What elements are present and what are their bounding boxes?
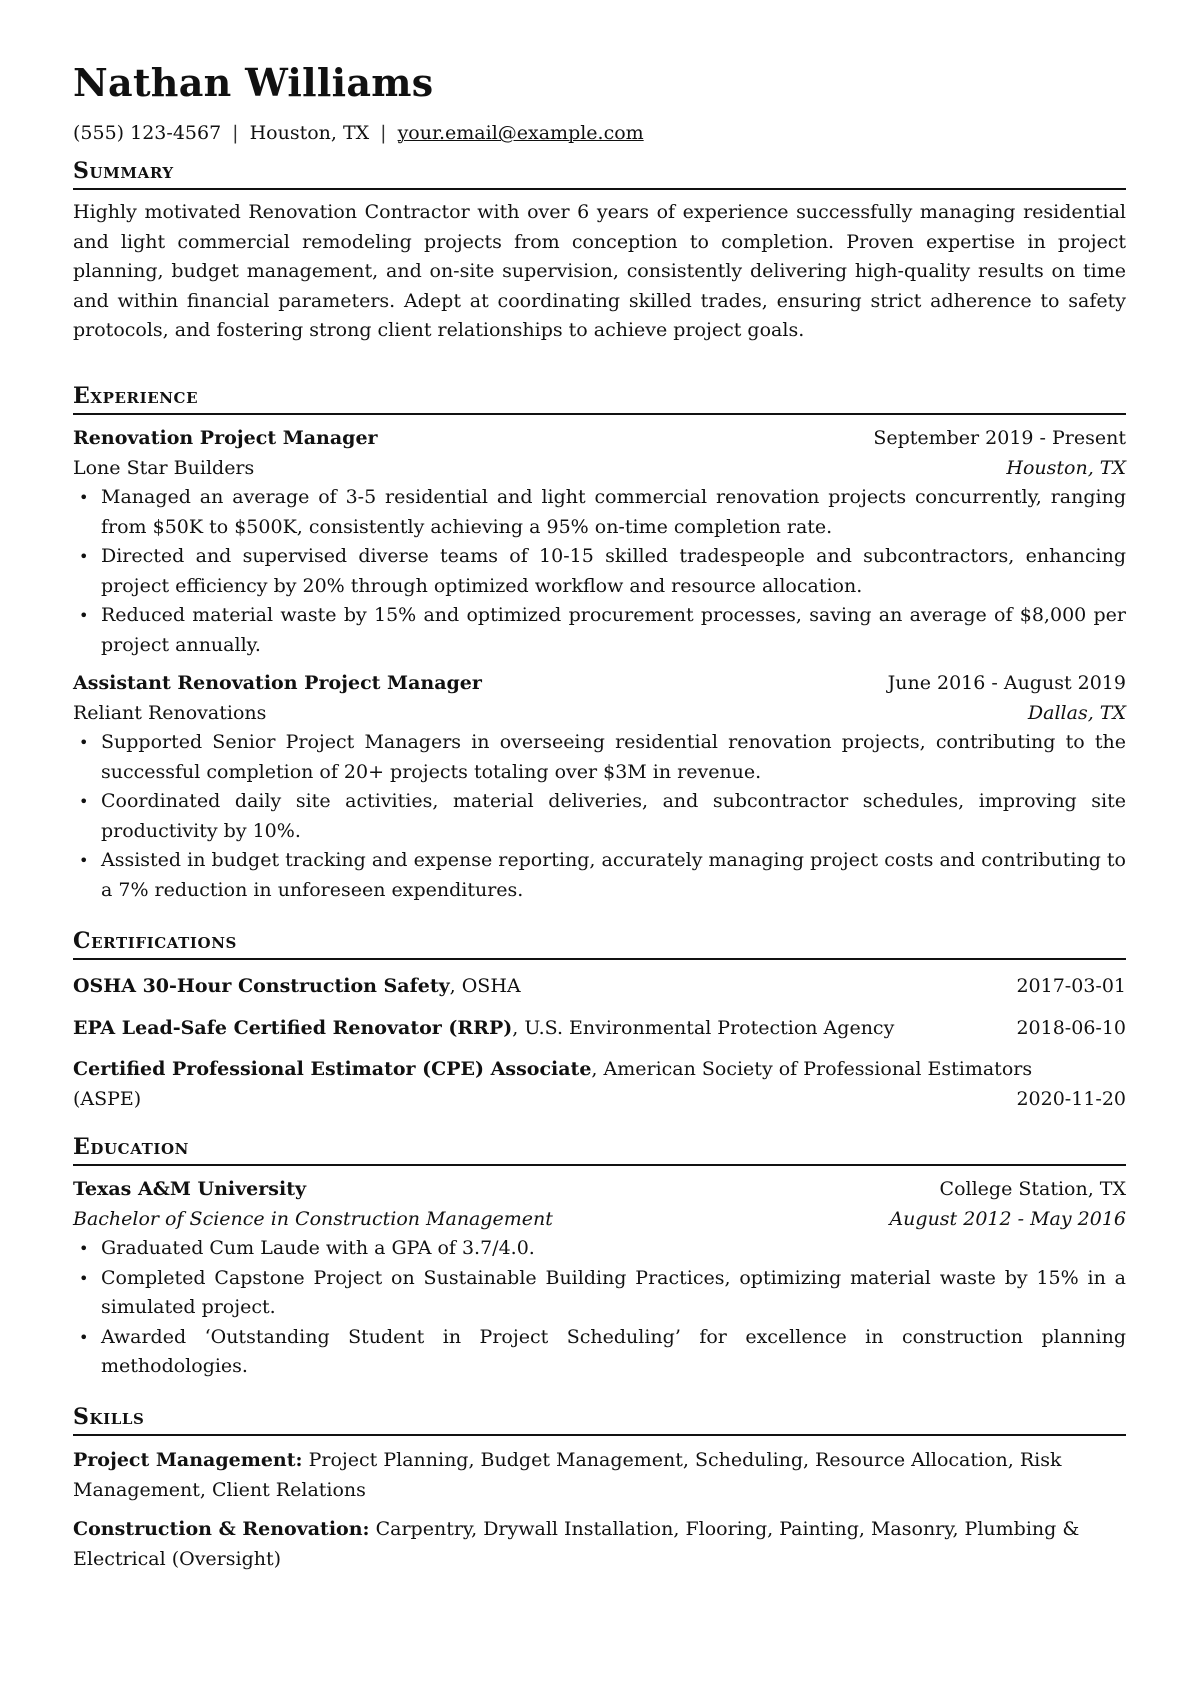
separator: | — [380, 122, 387, 144]
skill-group-items: Project Planning, Budget Management, Scheduling, Resource Allocation, Risk Management, Client Relations — [73, 1449, 1062, 1501]
contact-line — [73, 122, 644, 144]
section-title-education: Education — [73, 1134, 189, 1160]
location: Houston, TX — [249, 122, 370, 144]
bullet-item: • Directed and supervised diverse teams of 10-15 skilled tradespeople and subcontractors, enhancing project efficiency by 20% through optimized workflow and resource allocation. — [73, 542, 1126, 601]
skill-group — [73, 1446, 1126, 1505]
job-dates: September 2019 - Present — [873, 427, 1126, 449]
candidate-name: Nathan Williams — [73, 60, 434, 105]
section-title-skills: Skills — [73, 1404, 145, 1430]
skill-group-label: Project Management: — [73, 1449, 303, 1471]
job-role: Renovation Project Manager — [73, 427, 378, 449]
job-bullets — [73, 728, 1126, 905]
education-bullets — [73, 1234, 1126, 1382]
cert-issuer: , OSHA — [449, 975, 521, 997]
cert-issuer: , American Society of Professional Estimators — [591, 1058, 1033, 1080]
bullet-item: • Assisted in budget tracking and expense reporting, accurately managing project costs and contributing to a 7% reduction in unforeseen expenditures. — [73, 846, 1126, 905]
bullet-item: • Awarded ‘Outstanding Student in Project Scheduling’ for excellence in construction planning methodologies. — [73, 1323, 1126, 1382]
phone-number: (555) 123-4567 — [73, 122, 222, 144]
cert-issuer-continued: (ASPE) — [73, 1087, 142, 1110]
bullet-item: • Graduated Cum Laude with a GPA of 3.7/4.0. — [73, 1234, 1126, 1264]
cert-date: 2020-11-20 — [1016, 1087, 1126, 1110]
section-divider — [73, 413, 1126, 415]
section-divider — [73, 958, 1126, 960]
separator: | — [232, 122, 239, 144]
degree: Bachelor of Science in Construction Management — [73, 1207, 553, 1230]
email-link[interactable]: your.email@example.com — [397, 122, 644, 144]
cert-name: EPA Lead-Safe Certified Renovator (RRP) — [73, 1016, 513, 1039]
cert-date: 2018-06-10 — [1016, 1016, 1126, 1039]
job-entry — [73, 669, 1126, 905]
section-divider — [73, 188, 1126, 190]
bullet-item: • Coordinated daily site activities, material deliveries, and subcontractor schedules, improving site productivity by 10%. — [73, 787, 1126, 846]
certifications-section — [73, 926, 1126, 1114]
job-location: Dallas, TX — [1027, 701, 1126, 724]
skill-group-label: Construction & Renovation: — [73, 1518, 370, 1540]
bullet-item: • Supported Senior Project Managers in overseeing residential renovation projects, contributing to the successful completion of 20+ projects totaling over $3M in revenue. — [73, 728, 1126, 787]
skills-section — [73, 1402, 1126, 1574]
bullet-item: • Managed an average of 3-5 residential and light commercial renovation projects concurrently, ranging from $50K to $500K, consistently achieving a 95% on-time completion rate. — [73, 483, 1126, 542]
bullet-item: • Reduced material waste by 15% and optimized procurement processes, saving an average of $8,000 per project annually. — [73, 601, 1126, 660]
experience-section — [73, 381, 1126, 905]
certification-entry — [73, 1055, 1126, 1114]
job-entry — [73, 424, 1126, 660]
job-bullets — [73, 483, 1126, 660]
job-dates: June 2016 - August 2019 — [887, 672, 1126, 694]
school-name: Texas A&M University — [73, 1178, 307, 1200]
skill-group — [73, 1515, 1126, 1574]
cert-date: 2017-03-01 — [1016, 975, 1126, 997]
summary-section — [73, 156, 1126, 346]
section-divider — [73, 1164, 1126, 1166]
skill-group-items: Carpentry, Drywall Installation, Flooring, Painting, Masonry, Plumbing & Electrical (Oversight) — [73, 1518, 1080, 1570]
school-location: College Station, TX — [939, 1178, 1126, 1200]
cert-name: Certified Professional Estimator (CPE) Associate — [73, 1058, 592, 1080]
section-title-certifications: Certifications — [73, 928, 237, 954]
cert-issuer: , U.S. Environmental Protection Agency — [512, 1016, 895, 1039]
section-divider — [73, 1434, 1126, 1436]
section-title-experience: Experience — [73, 383, 199, 409]
section-title-summary: Summary — [73, 158, 174, 184]
job-company: Lone Star Builders — [73, 456, 255, 479]
bullet-item: • Completed Capstone Project on Sustainable Building Practices, optimizing material waste by 15% in a simulated project. — [73, 1264, 1126, 1323]
certification-entry — [73, 972, 1126, 1002]
job-location: Houston, TX — [1006, 456, 1126, 479]
job-role: Assistant Renovation Project Manager — [73, 672, 482, 694]
certification-entry — [73, 1014, 1126, 1044]
education-dates: August 2012 - May 2016 — [889, 1207, 1126, 1230]
job-company: Reliant Renovations — [73, 701, 267, 724]
education-entry — [73, 1175, 1126, 1382]
cert-name: OSHA 30-Hour Construction Safety — [73, 975, 450, 997]
education-section — [73, 1132, 1126, 1382]
summary-text: Highly motivated Renovation Contractor with over 6 years of experience successfully managing residential and light commercial remodeling projects from conception to completion. Proven expertise in project planning, budget management, and on-site supervision, consistently delivering high-quality results on time and within financial parameters. Adept at coordinating skilled trades, ensuring strict adherence to safety protocols, and fostering strong client relationships to achieve project goals. — [73, 201, 1126, 341]
